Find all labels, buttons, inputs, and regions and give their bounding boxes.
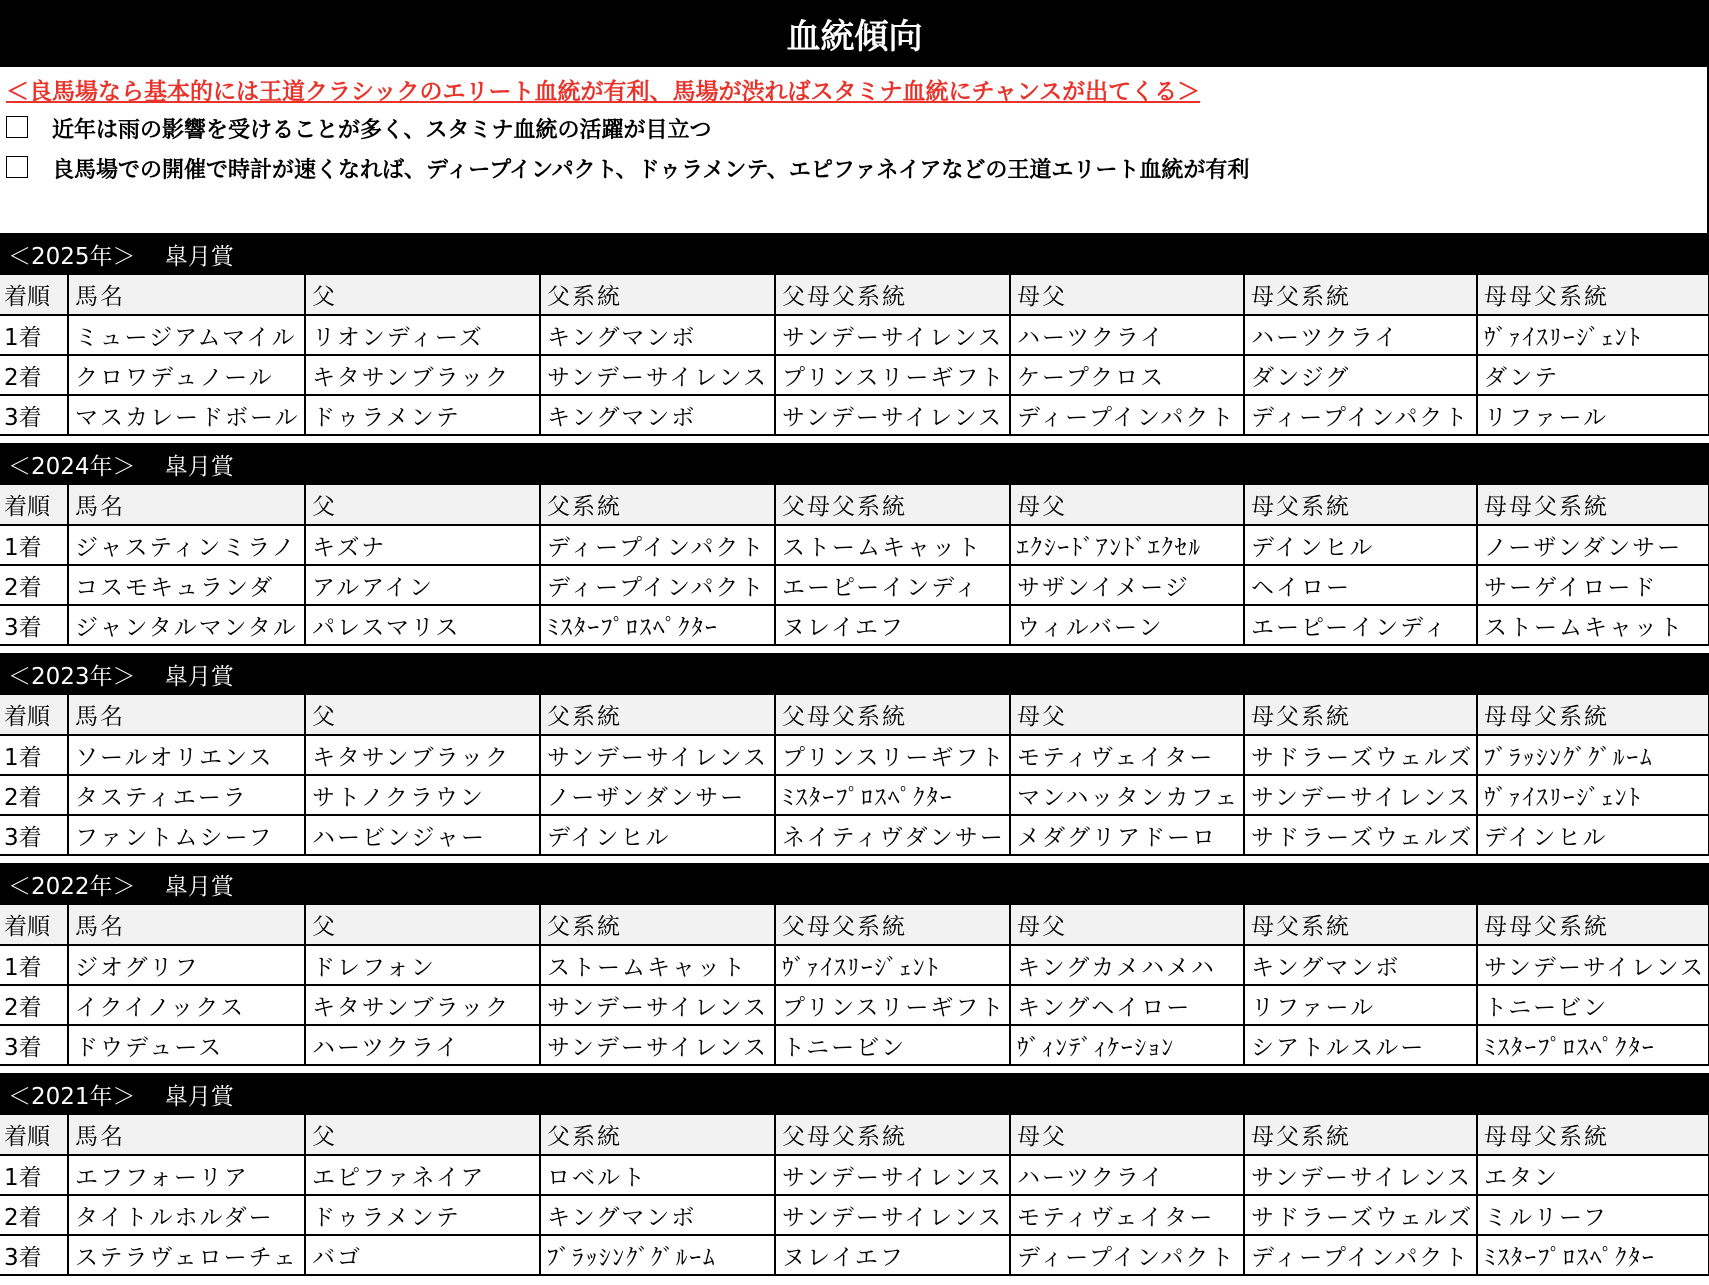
column-header: 母母父系統 bbox=[1477, 1115, 1709, 1155]
table-cell: ネイティヴダンサー bbox=[775, 815, 1010, 855]
table-cell: 1着 bbox=[0, 315, 68, 355]
table-cell: ドレフォン bbox=[305, 945, 540, 985]
section-race: 皐月賞 bbox=[164, 243, 234, 270]
section-year: ＜2024年＞ bbox=[8, 453, 136, 480]
checkbox-icon bbox=[6, 116, 28, 138]
column-header: 父系統 bbox=[540, 905, 775, 945]
table-cell: ﾐｽﾀｰﾌﾟﾛｽﾍﾟｸﾀｰ bbox=[540, 605, 775, 645]
section-header bbox=[0, 863, 1709, 905]
intro-headline: ＜良馬場なら基本的には王道クラシックのエリート血統が有利、馬場が渋ればスタミナ血統にチャンスが出てくる＞ bbox=[6, 79, 1201, 105]
column-header: 母父 bbox=[1010, 485, 1244, 525]
section-header bbox=[0, 233, 1709, 275]
table-cell: ｳﾞｧｲｽﾘｰｼﾞｪﾝﾄ bbox=[1477, 775, 1709, 815]
table-cell: 2着 bbox=[0, 985, 68, 1025]
results-sections bbox=[0, 233, 1709, 1283]
table-cell: 1着 bbox=[0, 735, 68, 775]
column-header: 母父 bbox=[1010, 275, 1244, 315]
table-row bbox=[0, 985, 1709, 1025]
table-row bbox=[0, 1155, 1709, 1195]
column-header: 父母父系統 bbox=[775, 1115, 1010, 1155]
table-cell: 2着 bbox=[0, 775, 68, 815]
table-cell: リオンディーズ bbox=[305, 315, 540, 355]
column-header: 着順 bbox=[0, 1115, 68, 1155]
table-cell: サンデーサイレンス bbox=[1244, 775, 1477, 815]
table-cell: サンデーサイレンス bbox=[775, 395, 1010, 435]
table-cell: ミュージアムマイル bbox=[68, 315, 305, 355]
table-cell: キングマンボ bbox=[540, 315, 775, 355]
column-header: 父 bbox=[305, 485, 540, 525]
section-race: 皐月賞 bbox=[164, 663, 234, 690]
column-header: 母父系統 bbox=[1244, 485, 1477, 525]
table-cell: アルアイン bbox=[305, 565, 540, 605]
column-header: 着順 bbox=[0, 695, 68, 735]
section-spacer bbox=[136, 451, 165, 477]
table-header-row bbox=[0, 695, 1709, 735]
column-header: 母父系統 bbox=[1244, 275, 1477, 315]
table-cell: 3着 bbox=[0, 1235, 68, 1275]
table-cell: トニービン bbox=[775, 1025, 1010, 1065]
table-cell: ダンジグ bbox=[1244, 355, 1477, 395]
table-cell: パレスマリス bbox=[305, 605, 540, 645]
table-cell: ハーツクライ bbox=[1244, 315, 1477, 355]
column-header: 父母父系統 bbox=[775, 695, 1010, 735]
column-header: 母母父系統 bbox=[1477, 695, 1709, 735]
table-header-row bbox=[0, 905, 1709, 945]
table-cell: ｳﾞｨﾝﾃﾞｨｹｰｼｮﾝ bbox=[1010, 1025, 1244, 1065]
table-cell: サドラーズウェルズ bbox=[1244, 735, 1477, 775]
race-section bbox=[0, 653, 1709, 863]
table-cell: キタサンブラック bbox=[305, 355, 540, 395]
column-header: 着順 bbox=[0, 275, 68, 315]
intro-bullet bbox=[6, 153, 1249, 184]
table-cell: 3着 bbox=[0, 1025, 68, 1065]
table-cell: 3着 bbox=[0, 605, 68, 645]
table-cell: ケープクロス bbox=[1010, 355, 1244, 395]
table-cell: ドゥラメンテ bbox=[305, 1195, 540, 1235]
race-section bbox=[0, 233, 1709, 443]
column-header: 馬名 bbox=[68, 905, 305, 945]
results-table bbox=[0, 1115, 1709, 1276]
table-cell: 1着 bbox=[0, 1155, 68, 1195]
table-cell: メダグリアドーロ bbox=[1010, 815, 1244, 855]
column-header: 父母父系統 bbox=[775, 905, 1010, 945]
column-header: 馬名 bbox=[68, 485, 305, 525]
table-cell: ディープインパクト bbox=[540, 525, 775, 565]
column-header: 母母父系統 bbox=[1477, 485, 1709, 525]
table-cell: サンデーサイレンス bbox=[1477, 945, 1709, 985]
table-row bbox=[0, 395, 1709, 435]
table-cell: バゴ bbox=[305, 1235, 540, 1275]
table-row bbox=[0, 945, 1709, 985]
table-cell: ロベルト bbox=[540, 1155, 775, 1195]
column-header: 母父系統 bbox=[1244, 905, 1477, 945]
table-row bbox=[0, 775, 1709, 815]
table-cell: ﾌﾞﾗｯｼﾝｸﾞｸﾞﾙｰﾑ bbox=[540, 1235, 775, 1275]
table-cell: サンデーサイレンス bbox=[540, 735, 775, 775]
table-cell: 2着 bbox=[0, 565, 68, 605]
table-cell: シアトルスルー bbox=[1244, 1025, 1477, 1065]
column-header: 馬名 bbox=[68, 1115, 305, 1155]
table-cell: 2着 bbox=[0, 1195, 68, 1235]
race-section bbox=[0, 1073, 1709, 1283]
table-cell: コスモキュランダ bbox=[68, 565, 305, 605]
table-cell: エタン bbox=[1477, 1155, 1709, 1195]
race-section bbox=[0, 863, 1709, 1073]
intro-bullet bbox=[6, 113, 712, 144]
section-year: ＜2021年＞ bbox=[8, 1083, 136, 1110]
table-cell: ﾐｽﾀｰﾌﾟﾛｽﾍﾟｸﾀｰ bbox=[775, 775, 1010, 815]
table-header-row bbox=[0, 275, 1709, 315]
race-section bbox=[0, 443, 1709, 653]
section-spacer bbox=[136, 871, 165, 897]
table-row bbox=[0, 1235, 1709, 1275]
table-cell: ノーザンダンサー bbox=[540, 775, 775, 815]
table-cell: キングヘイロー bbox=[1010, 985, 1244, 1025]
checkbox-icon bbox=[6, 156, 28, 178]
table-cell: タスティエーラ bbox=[68, 775, 305, 815]
table-row bbox=[0, 355, 1709, 395]
table-cell: サザンイメージ bbox=[1010, 565, 1244, 605]
results-table bbox=[0, 485, 1709, 646]
section-year: ＜2025年＞ bbox=[8, 243, 136, 270]
table-cell: エピファネイア bbox=[305, 1155, 540, 1195]
table-cell: ディープインパクト bbox=[1244, 395, 1477, 435]
table-cell: ドウデュース bbox=[68, 1025, 305, 1065]
intro-bullet-text: 近年は雨の影響を受けることが多く、スタミナ血統の活躍が目立つ bbox=[52, 118, 712, 143]
table-cell: モティヴェイター bbox=[1010, 1195, 1244, 1235]
table-cell: プリンスリーギフト bbox=[775, 735, 1010, 775]
table-cell: サトノクラウン bbox=[305, 775, 540, 815]
table-cell: キングマンボ bbox=[540, 1195, 775, 1235]
table-cell: イクイノックス bbox=[68, 985, 305, 1025]
table-cell: ジャスティンミラノ bbox=[68, 525, 305, 565]
table-cell: ステラヴェローチェ bbox=[68, 1235, 305, 1275]
table-cell: キングカメハメハ bbox=[1010, 945, 1244, 985]
section-spacer bbox=[136, 241, 165, 267]
section-header bbox=[0, 1073, 1709, 1115]
table-cell: ソールオリエンス bbox=[68, 735, 305, 775]
table-cell: ストームキャット bbox=[775, 525, 1010, 565]
section-race: 皐月賞 bbox=[164, 453, 234, 480]
table-cell: デインヒル bbox=[1477, 815, 1709, 855]
table-cell: ストームキャット bbox=[1477, 605, 1709, 645]
table-row bbox=[0, 735, 1709, 775]
table-cell: ディープインパクト bbox=[540, 565, 775, 605]
table-cell: ハービンジャー bbox=[305, 815, 540, 855]
table-cell: ジャンタルマンタル bbox=[68, 605, 305, 645]
table-cell: ハーツクライ bbox=[1010, 315, 1244, 355]
table-cell: ウィルバーン bbox=[1010, 605, 1244, 645]
table-cell: サドラーズウェルズ bbox=[1244, 815, 1477, 855]
table-row bbox=[0, 315, 1709, 355]
column-header: 父 bbox=[305, 275, 540, 315]
table-cell: プリンスリーギフト bbox=[775, 985, 1010, 1025]
table-cell: ﾌﾞﾗｯｼﾝｸﾞｸﾞﾙｰﾑ bbox=[1477, 735, 1709, 775]
page-title-bar bbox=[0, 0, 1709, 67]
table-cell: サンデーサイレンス bbox=[540, 1025, 775, 1065]
table-row bbox=[0, 565, 1709, 605]
section-race: 皐月賞 bbox=[164, 873, 234, 900]
section-header bbox=[0, 653, 1709, 695]
column-header: 父系統 bbox=[540, 1115, 775, 1155]
results-table bbox=[0, 905, 1709, 1066]
table-cell: ディープインパクト bbox=[1244, 1235, 1477, 1275]
column-header: 父系統 bbox=[540, 485, 775, 525]
table-cell: サンデーサイレンス bbox=[540, 985, 775, 1025]
table-cell: 3着 bbox=[0, 395, 68, 435]
intro-bullet-text: 良馬場での開催で時計が速くなれば、ディープインパクト、ドゥラメンテ、エピファネイアなどの王道エリート血統が有利 bbox=[52, 158, 1250, 183]
table-row bbox=[0, 1025, 1709, 1065]
column-header: 着順 bbox=[0, 485, 68, 525]
table-cell: タイトルホルダー bbox=[68, 1195, 305, 1235]
table-cell: ハーツクライ bbox=[305, 1025, 540, 1065]
table-cell: サンデーサイレンス bbox=[1244, 1155, 1477, 1195]
table-cell: ディープインパクト bbox=[1010, 1235, 1244, 1275]
table-cell: ディープインパクト bbox=[1010, 395, 1244, 435]
table-cell: リファール bbox=[1244, 985, 1477, 1025]
table-cell: ヘイロー bbox=[1244, 565, 1477, 605]
table-cell: リファール bbox=[1477, 395, 1709, 435]
table-cell: クロワデュノール bbox=[68, 355, 305, 395]
results-table bbox=[0, 695, 1709, 856]
column-header: 父系統 bbox=[540, 695, 775, 735]
table-cell: トニービン bbox=[1477, 985, 1709, 1025]
intro-panel bbox=[0, 67, 1709, 233]
table-cell: ドゥラメンテ bbox=[305, 395, 540, 435]
column-header: 着順 bbox=[0, 905, 68, 945]
table-cell: ｳﾞｧｲｽﾘｰｼﾞｪﾝﾄ bbox=[1477, 315, 1709, 355]
table-header-row bbox=[0, 1115, 1709, 1155]
column-header: 父母父系統 bbox=[775, 275, 1010, 315]
table-cell: モティヴェイター bbox=[1010, 735, 1244, 775]
table-cell: ストームキャット bbox=[540, 945, 775, 985]
table-cell: ノーザンダンサー bbox=[1477, 525, 1709, 565]
results-table bbox=[0, 275, 1709, 436]
table-cell: ﾐｽﾀｰﾌﾟﾛｽﾍﾟｸﾀｰ bbox=[1477, 1025, 1709, 1065]
section-year: ＜2023年＞ bbox=[8, 663, 136, 690]
table-cell: サンデーサイレンス bbox=[775, 1155, 1010, 1195]
table-cell: キングマンボ bbox=[1244, 945, 1477, 985]
table-cell: キタサンブラック bbox=[305, 985, 540, 1025]
table-header-row bbox=[0, 485, 1709, 525]
table-cell: サーゲイロード bbox=[1477, 565, 1709, 605]
section-spacer bbox=[136, 1081, 165, 1107]
table-cell: ハーツクライ bbox=[1010, 1155, 1244, 1195]
table-cell: サドラーズウェルズ bbox=[1244, 1195, 1477, 1235]
column-header: 父 bbox=[305, 695, 540, 735]
table-cell: サンデーサイレンス bbox=[775, 1195, 1010, 1235]
table-cell: 3着 bbox=[0, 815, 68, 855]
column-header: 母父系統 bbox=[1244, 695, 1477, 735]
table-cell: ジオグリフ bbox=[68, 945, 305, 985]
table-row bbox=[0, 605, 1709, 645]
table-cell: ファントムシーフ bbox=[68, 815, 305, 855]
table-cell: キングマンボ bbox=[540, 395, 775, 435]
table-cell: サンデーサイレンス bbox=[775, 315, 1010, 355]
table-cell: エーピーインディ bbox=[775, 565, 1010, 605]
page-title: 血統傾向 bbox=[786, 17, 923, 57]
table-cell: 2着 bbox=[0, 355, 68, 395]
column-header: 馬名 bbox=[68, 275, 305, 315]
table-cell: プリンスリーギフト bbox=[775, 355, 1010, 395]
column-header: 母母父系統 bbox=[1477, 905, 1709, 945]
column-header: 母父系統 bbox=[1244, 1115, 1477, 1155]
column-header: 父 bbox=[305, 905, 540, 945]
table-cell: ﾐｽﾀｰﾌﾟﾛｽﾍﾟｸﾀｰ bbox=[1477, 1235, 1709, 1275]
table-cell: 1着 bbox=[0, 525, 68, 565]
table-cell: ｳﾞｧｲｽﾘｰｼﾞｪﾝﾄ bbox=[775, 945, 1010, 985]
column-header: 母父 bbox=[1010, 1115, 1244, 1155]
column-header: 母母父系統 bbox=[1477, 275, 1709, 315]
column-header: 母父 bbox=[1010, 695, 1244, 735]
section-race: 皐月賞 bbox=[164, 1083, 234, 1110]
section-header bbox=[0, 443, 1709, 485]
table-row bbox=[0, 815, 1709, 855]
column-header: 父 bbox=[305, 1115, 540, 1155]
column-header: 馬名 bbox=[68, 695, 305, 735]
table-cell: ｴｸｼｰﾄﾞｱﾝﾄﾞｴｸｾﾙ bbox=[1010, 525, 1244, 565]
table-cell: マンハッタンカフェ bbox=[1010, 775, 1244, 815]
table-cell: 1着 bbox=[0, 945, 68, 985]
table-cell: デインヒル bbox=[540, 815, 775, 855]
table-cell: サンデーサイレンス bbox=[540, 355, 775, 395]
table-row bbox=[0, 525, 1709, 565]
section-year: ＜2022年＞ bbox=[8, 873, 136, 900]
table-cell: ダンテ bbox=[1477, 355, 1709, 395]
table-cell: ヌレイエフ bbox=[775, 605, 1010, 645]
table-cell: キタサンブラック bbox=[305, 735, 540, 775]
table-cell: エフフォーリア bbox=[68, 1155, 305, 1195]
table-cell: ヌレイエフ bbox=[775, 1235, 1010, 1275]
table-row bbox=[0, 1195, 1709, 1235]
column-header: 母父 bbox=[1010, 905, 1244, 945]
table-cell: キズナ bbox=[305, 525, 540, 565]
section-spacer bbox=[136, 661, 165, 687]
table-cell: エーピーインディ bbox=[1244, 605, 1477, 645]
column-header: 父系統 bbox=[540, 275, 775, 315]
column-header: 父母父系統 bbox=[775, 485, 1010, 525]
table-cell: ミルリーフ bbox=[1477, 1195, 1709, 1235]
table-cell: デインヒル bbox=[1244, 525, 1477, 565]
table-cell: マスカレードボール bbox=[68, 395, 305, 435]
